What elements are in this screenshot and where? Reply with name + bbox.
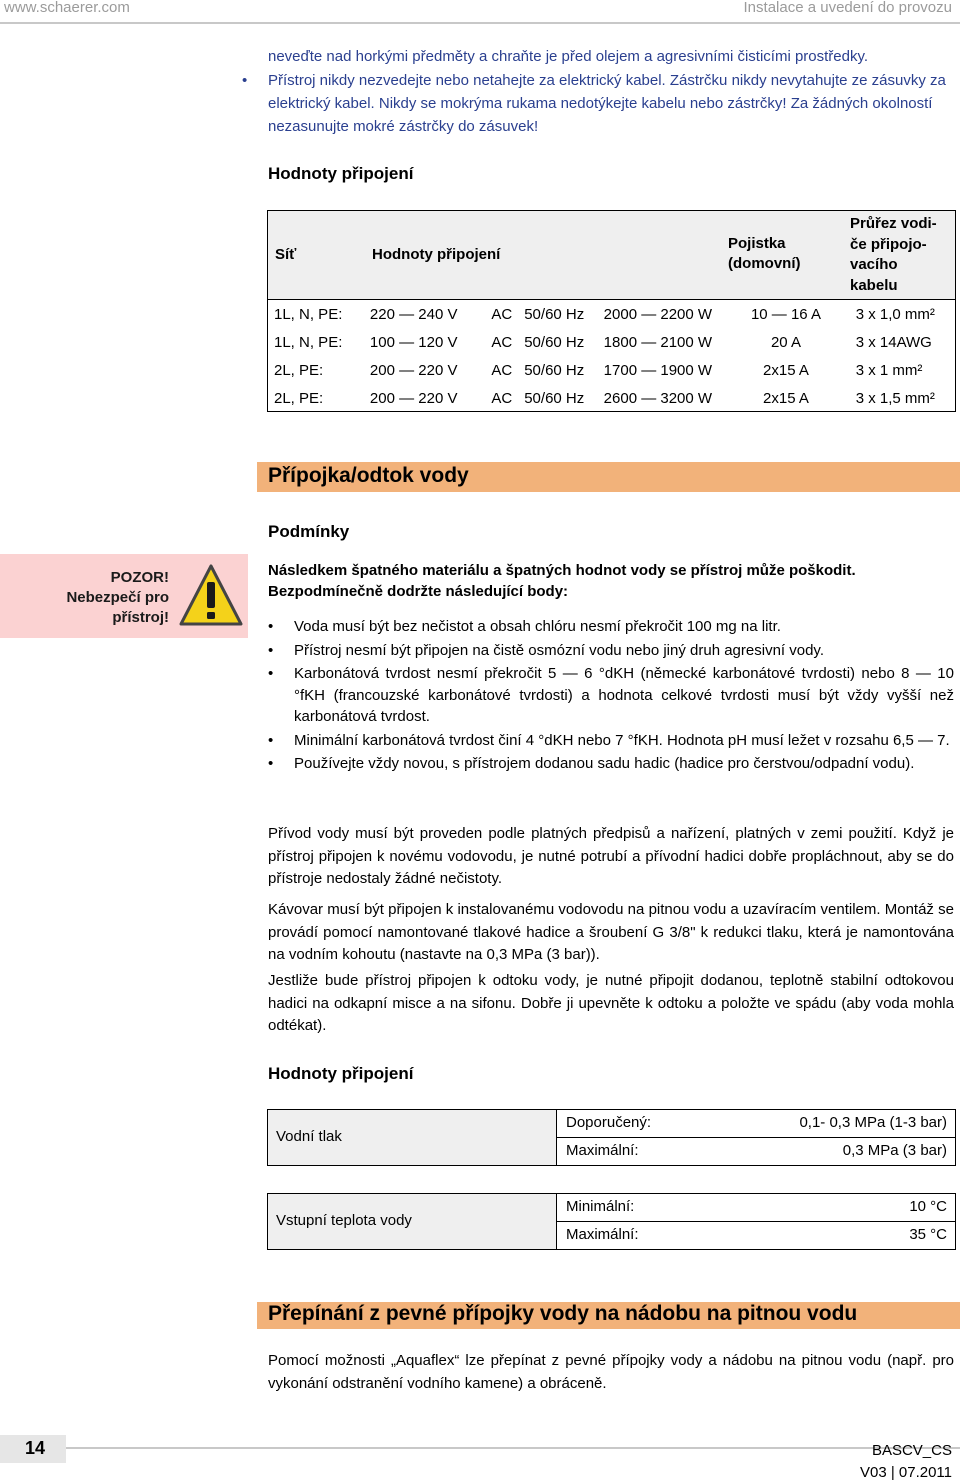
col-network: Síť — [275, 246, 297, 263]
cell-network: 1L, N, PE: — [274, 305, 343, 323]
col-fuse — [728, 234, 801, 274]
cell-fuse: 20 A — [770, 333, 801, 351]
paragraph-water-supply: Přívod vody musí být proveden podle platných předpisů a nařízení, platných v zemi použití. Když je přístroj připojen k novému vodovodu, je nutné potrubí a přívodní hadici dobře propláchnout, aby se do přístroje nedostaly žádné nečistoty. — [268, 825, 954, 887]
temperature-table — [267, 1193, 956, 1250]
page-number: 14 — [25, 1438, 46, 1458]
conditions-heading: Podmínky — [268, 522, 350, 541]
warning-triangle-icon — [178, 562, 244, 628]
cell-fuse: 2x15 A — [763, 389, 809, 407]
paragraph-drain: Jestliže bude přístroj připojen k odtoku vody, je nutné připojit dodanou, teplotně stabilní odtokovou hadici na odkapní misce a na sifonu. Dobře ji upevněte k odtoku a položte ve spádu (aby voda mohla odtékat). — [268, 972, 954, 1034]
electrical-heading: Hodnoty připojení — [268, 164, 414, 183]
cell-cable: 3 x 1 mm² — [855, 361, 923, 379]
paragraph-pressure-reducer: Kávovar musí být připojen k instalovanému vodovodu na pitnou vodu a uzavíracím ventilem. Montáž se provádí pomocí namontované tlakové hadice a šroubení G 3/8" k redukci tlaku, která je namontována na vodním kohoutu (nastavte na 0,3 MPa (3 bar)). — [268, 901, 954, 963]
cell-ac: AC — [491, 389, 513, 407]
list-item — [268, 753, 954, 775]
list-item-text: Karbonátová tvrdost nesmí překročit 5 — 6 °dKH (německé karbonátové tvrdosti) nebo 8 — 10 °fKH (francouzské karbonátové tvrdosti) a hodnota celkové tvrdosti musí být vždy vyšší než karbonátová tvrdost. — [294, 665, 954, 725]
footer-version: V03 | 07.2011 — [859, 1464, 952, 1481]
intro-bullet-text: Přístroj nikdy nezvedejte nebo netahejte za elektrický kabel. Zástrčku nikdy nevytahujte ze zásuvky za elektrický kabel. Nikdy se mokrýma rukama nedotýkejte kabelu nebo zástrčky! Za žádných okolností nezasunujte mokré zástrčky do zásuvek! — [268, 72, 946, 135]
cell-voltage: 100 — 120 V — [369, 333, 458, 351]
list-item-text: Voda musí být bez nečistot a obsah chlóru nesmí překročit 100 mg na litr. — [294, 618, 781, 635]
temperature-divider — [557, 1221, 955, 1222]
list-item — [268, 663, 954, 728]
cell-power: 2000 — 2200 W — [603, 305, 713, 323]
cell-ac: AC — [491, 305, 513, 323]
col-cable-line4: kabelu — [850, 276, 898, 294]
pressure-label: Vodní tlak — [276, 1128, 342, 1145]
cell-voltage: 220 — 240 V — [369, 305, 458, 323]
intro-line: neveďte nad horkými předměty a chraňte je před olejem a agresivními čisticími prostředky. — [268, 48, 869, 65]
electrical-table-header — [268, 211, 955, 300]
pressure-max-value: 0,3 MPa (3 bar) — [842, 1142, 947, 1159]
electrical-row — [268, 356, 955, 384]
cell-cable: 3 x 14AWG — [855, 333, 932, 351]
warning-text — [66, 568, 169, 628]
list-item-text: Minimální karbonátová tvrdost činí 4 °dKH nebo 7 °fKH. Hodnota pH musí ležet v rozsahu 6,5 — 7. — [294, 731, 950, 749]
pressure-divider — [557, 1137, 955, 1138]
header-section-title: Instalace a uvedení do provozu — [743, 0, 952, 16]
warning-box — [0, 554, 248, 638]
switch-section-text: Pomocí možnosti „Aquaflex“ lze přepínat z pevné přípojky vody a nádobu na pitnou vodu (např. pro vykonání odstranění vodního kamene) a obráceně. — [268, 1352, 954, 1392]
list-item — [268, 730, 954, 752]
col-cable-line3: vacího — [850, 256, 898, 273]
switch-section-title: Přepínání z pevné přípojky vody na nádobu na pitnou vodu — [268, 1302, 858, 1325]
intro-bullets — [242, 69, 954, 138]
header-website: www.schaerer.com — [4, 0, 130, 16]
cell-frequency: 50/60 Hz — [524, 389, 585, 407]
electrical-row — [268, 328, 955, 356]
cell-ac: AC — [491, 361, 513, 379]
pressure-recommended-value: 0,1- 0,3 MPa (1-3 bar) — [799, 1114, 947, 1131]
cell-cable: 3 x 1,0 mm² — [855, 305, 935, 323]
warning-line3: přístroj! — [112, 609, 169, 626]
col-cable — [850, 214, 937, 296]
list-item-text: Přístroj nesmí být připojen na čistě osmózní vodu nebo jiný druh agresivní vody. — [294, 641, 824, 659]
list-item — [268, 616, 954, 638]
footer-doc-code: BASCV_CS — [871, 1442, 952, 1459]
col-values: Hodnoty připojení — [372, 246, 501, 263]
warning-line2: Nebezpečí pro — [66, 589, 169, 606]
temperature-max-value: 35 °C — [909, 1226, 947, 1243]
cell-network: 2L, PE: — [274, 361, 324, 379]
cell-cable: 3 x 1,5 mm² — [855, 389, 935, 407]
cell-voltage: 200 — 220 V — [369, 361, 458, 379]
cell-power: 2600 — 3200 W — [603, 389, 713, 407]
col-fuse-line2: (domovní) — [728, 255, 801, 272]
temperature-min-label: Minimální: — [566, 1198, 635, 1215]
col-fuse-line1: Pojistka — [728, 235, 786, 252]
electrical-table — [267, 210, 956, 412]
cell-ac: AC — [491, 333, 513, 351]
footer-divider — [66, 1447, 960, 1449]
footer-info — [860, 1440, 952, 1484]
electrical-row — [268, 384, 955, 412]
notice-line1: Následkem špatného materiálu a špatných hodnot vody se přístroj může poškodit. — [268, 562, 856, 579]
header-divider — [0, 22, 960, 24]
cell-network: 1L, N, PE: — [274, 333, 343, 351]
col-cable-line1: Průřez vodi- — [850, 215, 937, 232]
cell-fuse: 2x15 A — [763, 361, 809, 379]
water-requirements-list — [268, 616, 954, 775]
cell-power: 1800 — 2100 W — [603, 333, 713, 351]
intro-bullet-item — [242, 69, 954, 138]
pressure-recommended-label: Doporučený: — [566, 1114, 652, 1131]
temperature-min-value: 10 °C — [909, 1198, 947, 1215]
pressure-table — [267, 1109, 956, 1166]
cell-voltage: 200 — 220 V — [369, 389, 458, 407]
warning-title: POZOR! — [110, 569, 169, 586]
pressure-max-label: Maximální: — [566, 1142, 639, 1159]
list-item — [268, 640, 954, 662]
notice-line2: Bezpodmínečně dodržte následující body: — [268, 583, 569, 600]
cell-power: 1700 — 1900 W — [603, 361, 713, 379]
cell-frequency: 50/60 Hz — [524, 333, 585, 351]
cell-fuse: 10 — 16 A — [750, 305, 821, 323]
water-values-heading: Hodnoty připojení — [268, 1064, 414, 1083]
electrical-rows — [268, 300, 955, 412]
list-item-text: Používejte vždy novou, s přístrojem dodanou sadu hadic (hadice pro čerstvou/odpadní vodu). — [294, 755, 915, 772]
water-section-title: Přípojka/odtok vody — [268, 464, 469, 487]
electrical-row — [268, 300, 955, 328]
cell-frequency: 50/60 Hz — [524, 361, 585, 379]
cell-network: 2L, PE: — [274, 389, 324, 407]
col-cable-line2: če připojo- — [850, 235, 927, 253]
temperature-label: Vstupní teplota vody — [276, 1212, 412, 1229]
cell-frequency: 50/60 Hz — [524, 305, 585, 323]
temperature-max-label: Maximální: — [566, 1226, 639, 1243]
